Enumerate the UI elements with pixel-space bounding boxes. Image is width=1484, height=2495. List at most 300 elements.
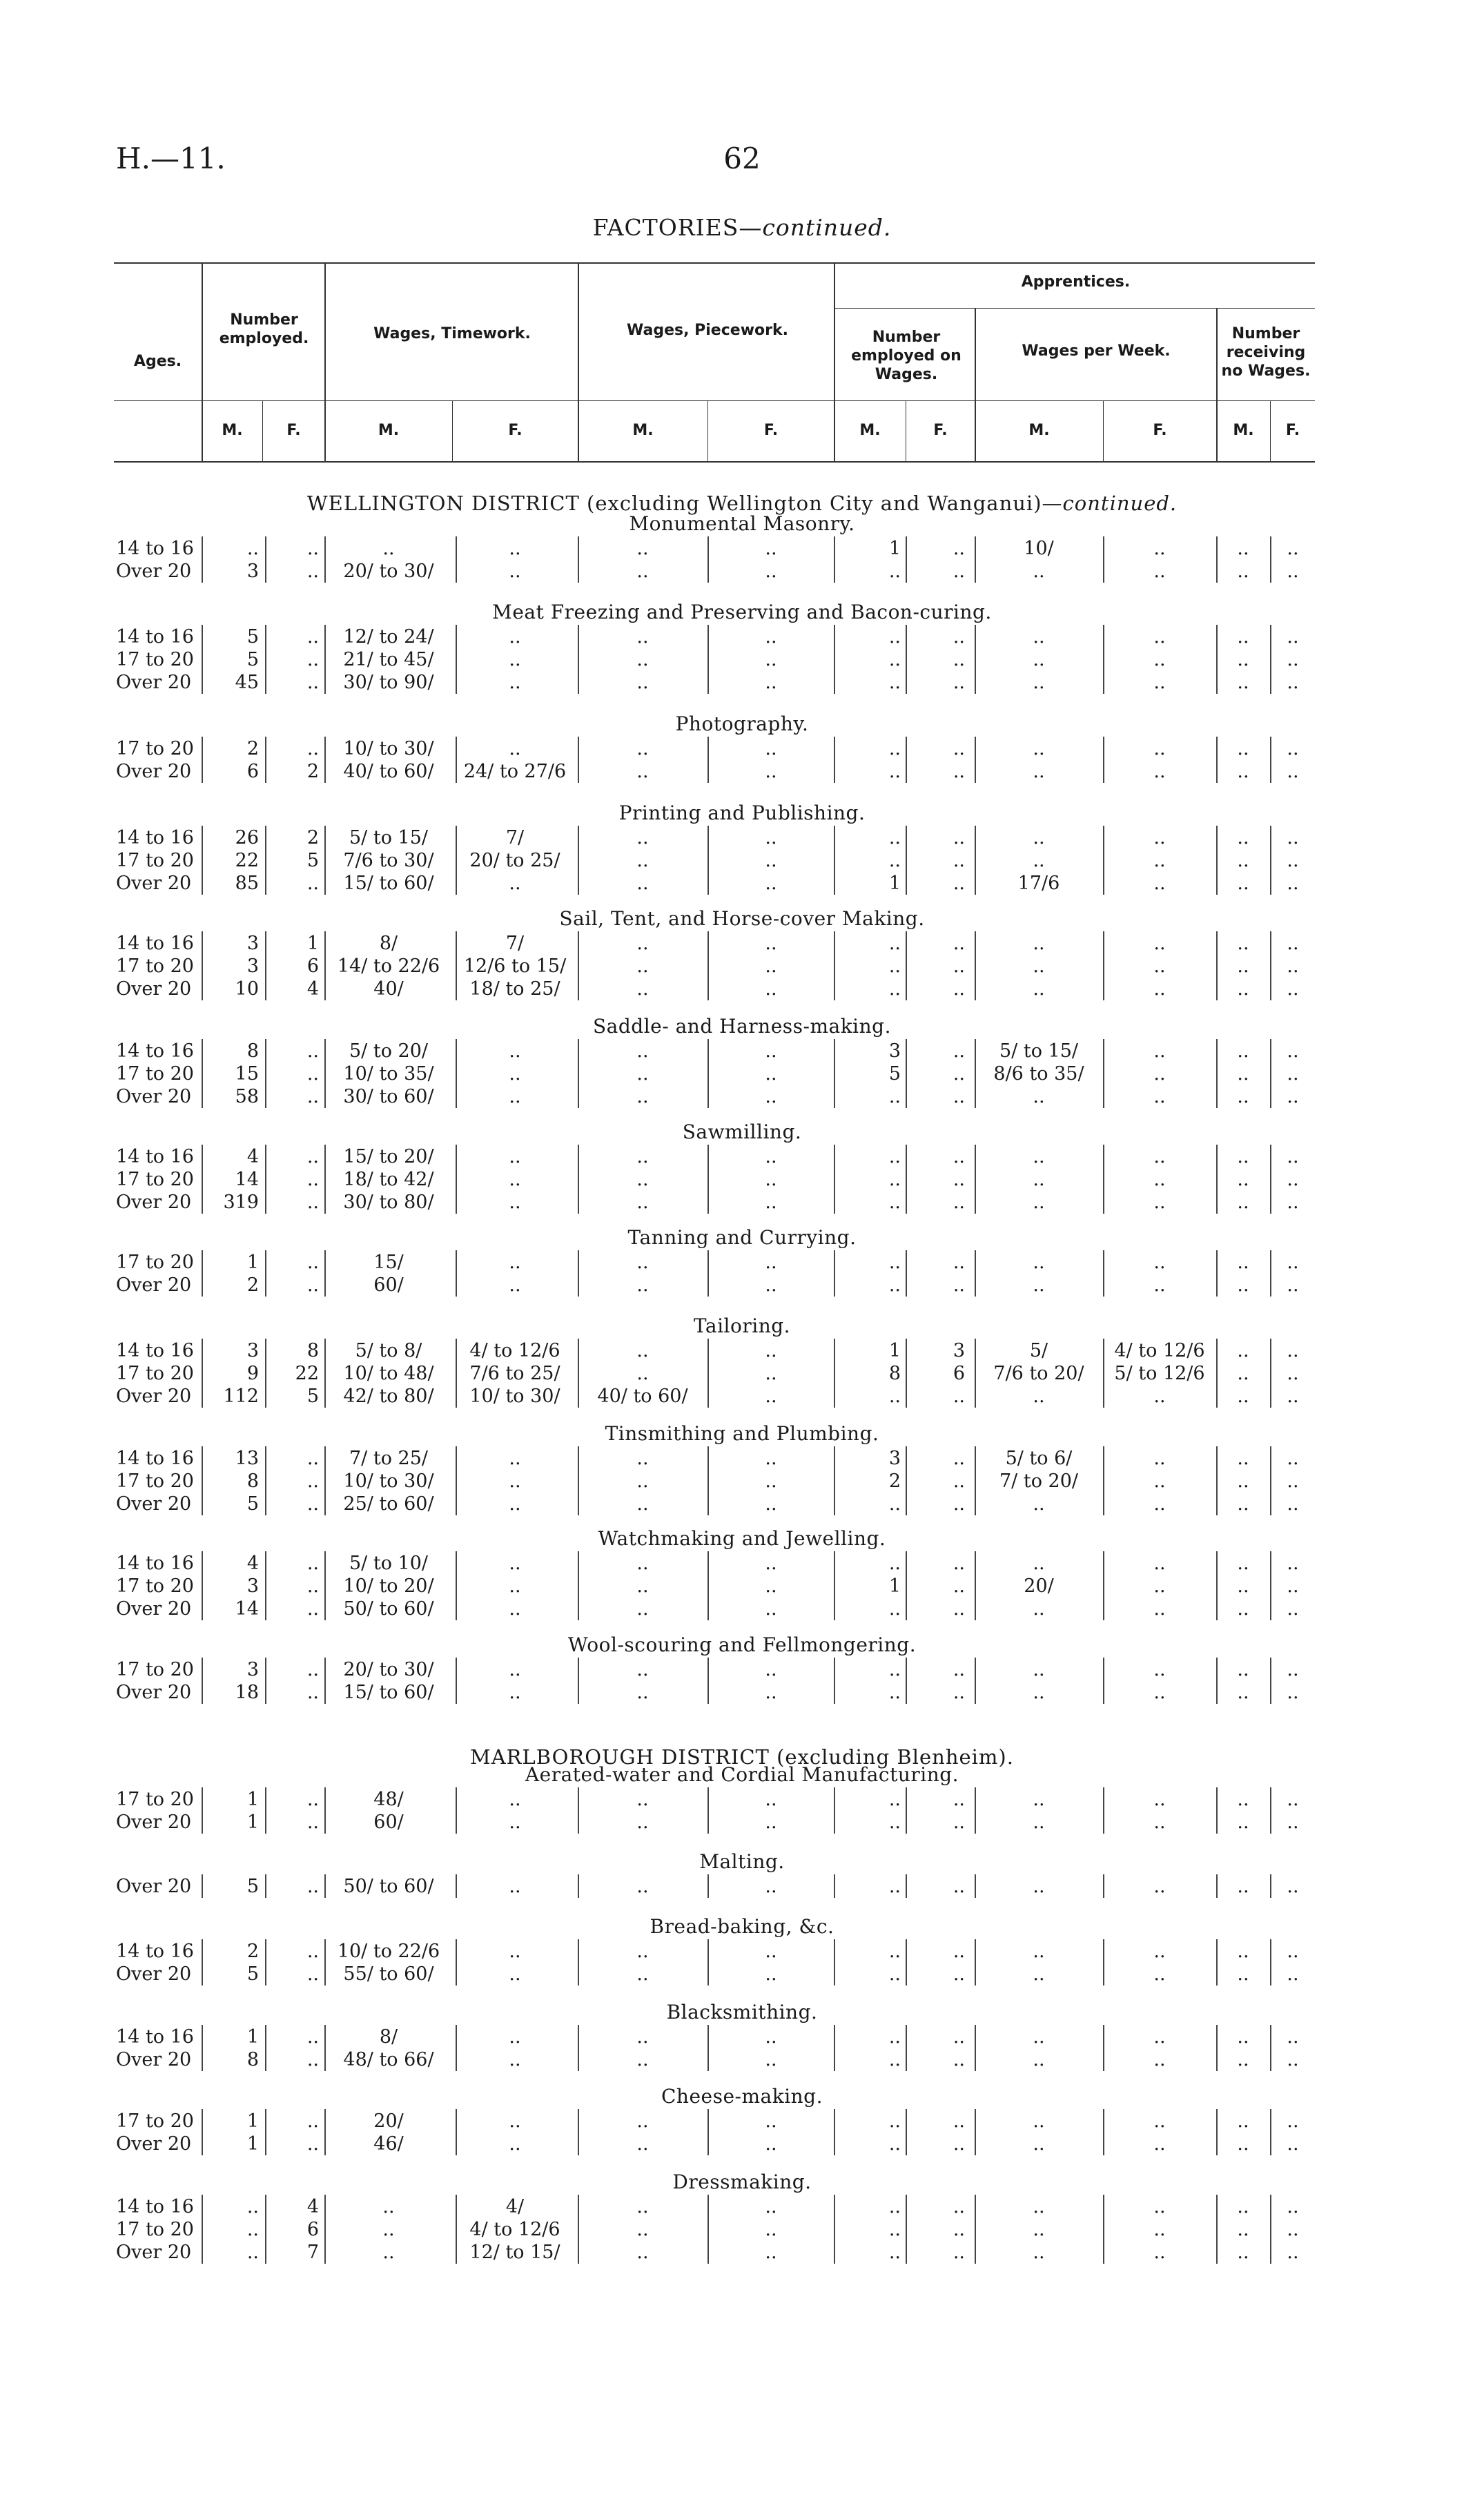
value-cell: ..: [306, 649, 319, 670]
value-cell: ..: [953, 1659, 965, 1680]
column-separator: [578, 2048, 579, 2071]
age-cell: 17 to 20: [116, 1575, 194, 1597]
value-cell: 8: [246, 1470, 259, 1492]
value-cell: ..: [1237, 1659, 1249, 1680]
header-f: F.: [508, 422, 523, 439]
value-cell: ..: [1287, 2049, 1299, 2070]
value-cell: 5: [246, 626, 259, 648]
value-cell: ..: [765, 2196, 777, 2217]
age-cell: 17 to 20: [116, 1470, 194, 1492]
value-cell: ..: [1153, 1659, 1166, 1680]
value-cell: ..: [953, 1598, 965, 1620]
value-cell: ..: [306, 1448, 319, 1469]
value-cell: 1: [888, 538, 901, 559]
value-cell: ..: [1153, 1274, 1166, 1296]
table-row: [0, 1811, 1484, 1834]
value-cell: 14: [235, 1169, 259, 1190]
value-cell: ..: [1153, 1169, 1166, 1190]
column-separator: [975, 1167, 976, 1191]
value-cell: ..: [636, 1598, 649, 1620]
value-cell: ..: [636, 2242, 649, 2263]
value-cell: ..: [953, 1274, 965, 1296]
value-cell: ..: [888, 1553, 901, 1574]
value-cell: 4/: [505, 2196, 525, 2217]
column-separator: [578, 1190, 579, 1214]
column-separator: [324, 648, 326, 671]
value-cell: 8: [246, 1040, 259, 1062]
value-cell: ..: [306, 1252, 319, 1273]
column-separator: [975, 759, 976, 783]
value-cell: ..: [636, 978, 649, 1000]
value-cell: 50/ to 60/: [343, 1876, 434, 1897]
value-cell: ..: [1033, 1169, 1045, 1190]
value-cell: ..: [636, 1448, 649, 1469]
age-cell: 17 to 20: [116, 1659, 194, 1680]
value-cell: ..: [1237, 1363, 1249, 1384]
age-cell: 14 to 16: [116, 538, 194, 559]
value-cell: ..: [509, 1252, 521, 1273]
value-cell: ..: [306, 2110, 319, 2132]
value-cell: ..: [888, 672, 901, 693]
table-row: [0, 1062, 1484, 1085]
industry-heading: Aerated-water and Cordial Manufacturing.: [525, 1763, 959, 1786]
value-cell: ..: [509, 1598, 521, 1620]
value-cell: 1: [888, 873, 901, 894]
column-separator: [578, 737, 579, 760]
value-cell: 7/6 to 20/: [993, 1363, 1084, 1384]
value-cell: ..: [1287, 1252, 1299, 1273]
value-cell: 6: [306, 2219, 319, 2240]
value-cell: ..: [1287, 1876, 1299, 1897]
value-cell: 7/: [505, 933, 525, 954]
column-separator: [975, 1039, 976, 1062]
value-cell: ..: [1033, 1386, 1045, 1407]
value-cell: ..: [953, 761, 965, 782]
value-cell: ..: [1237, 1470, 1249, 1492]
value-cell: ..: [888, 561, 901, 582]
value-cell: 4/ to 12/6: [469, 2219, 560, 2240]
table-row: [0, 2110, 1484, 2133]
table-row: [0, 1339, 1484, 1362]
value-cell: 40/ to 60/: [597, 1386, 688, 1407]
table-row: [0, 1085, 1484, 1108]
column-separator: [324, 1551, 326, 1575]
value-cell: ..: [1153, 1876, 1166, 1897]
value-cell: ..: [1153, 1553, 1166, 1574]
industry-heading: Dressmaking.: [672, 2171, 812, 2193]
value-cell: ..: [765, 827, 777, 848]
table-row: [0, 625, 1484, 648]
value-cell: ..: [1237, 2242, 1249, 2263]
value-cell: ..: [1237, 1575, 1249, 1597]
value-cell: ..: [1153, 1146, 1166, 1167]
value-cell: ..: [1237, 1274, 1249, 1296]
value-cell: ..: [765, 1086, 777, 1107]
table-row: [0, 1470, 1484, 1493]
column-separator: [578, 2217, 579, 2241]
column-separator: [578, 1810, 579, 1834]
column-separator: [324, 1680, 326, 1704]
value-cell: ..: [765, 2110, 777, 2132]
value-cell: ..: [382, 2242, 395, 2263]
value-cell: ..: [953, 1386, 965, 1407]
column-separator: [324, 1339, 326, 1362]
value-cell: 5/ to 10/: [349, 1553, 428, 1574]
value-cell: ..: [509, 672, 521, 693]
value-cell: ..: [953, 1493, 965, 1515]
column-separator: [324, 759, 326, 783]
value-cell: ..: [1153, 1682, 1166, 1703]
value-cell: ..: [636, 933, 649, 954]
value-cell: ..: [1033, 1941, 1045, 1962]
value-cell: 24/ to 27/6: [463, 761, 567, 782]
value-cell: ..: [1287, 955, 1299, 977]
value-cell: ..: [765, 738, 777, 759]
header-appr-wages-per-week: Wages per Week.: [1022, 342, 1171, 360]
value-cell: ..: [636, 1659, 649, 1680]
value-cell: ..: [953, 2219, 965, 2240]
value-cell: ..: [509, 649, 521, 670]
value-cell: 60/: [373, 1812, 404, 1833]
value-cell: 1: [306, 933, 319, 954]
header-apprentices: Apprentices.: [1021, 273, 1131, 291]
value-cell: ..: [953, 738, 965, 759]
value-cell: ..: [888, 1682, 901, 1703]
value-cell: ..: [306, 873, 319, 894]
value-cell: ..: [953, 873, 965, 894]
value-cell: ..: [765, 1598, 777, 1620]
value-cell: ..: [1033, 1146, 1045, 1167]
header-wages-piecework: Wages, Piecework.: [627, 322, 788, 339]
value-cell: ..: [765, 2242, 777, 2263]
district-continued: continued.: [1062, 492, 1178, 515]
value-cell: ..: [953, 2196, 965, 2217]
value-cell: ..: [1033, 933, 1045, 954]
column-separator: [975, 1492, 976, 1515]
value-cell: 1: [246, 1789, 259, 1810]
value-cell: ..: [888, 850, 901, 871]
age-cell: Over 20: [116, 1086, 192, 1107]
value-cell: 8: [246, 2049, 259, 2070]
value-cell: ..: [765, 561, 777, 582]
value-cell: 15/ to 60/: [343, 873, 434, 894]
value-cell: 5: [306, 850, 319, 871]
value-cell: 10/ to 22/6: [337, 1941, 440, 1962]
value-cell: 5/: [1029, 1340, 1048, 1361]
value-cell: ..: [765, 1470, 777, 1492]
value-cell: 30/ to 90/: [343, 672, 434, 693]
column-separator: [975, 1273, 976, 1297]
value-cell: ..: [509, 1063, 521, 1085]
age-cell: 17 to 20: [116, 649, 194, 670]
value-cell: ..: [888, 2026, 901, 2048]
age-cell: 14 to 16: [116, 1040, 194, 1062]
column-separator: [975, 2195, 976, 2218]
value-cell: 13: [235, 1448, 259, 1469]
value-cell: ..: [1287, 1963, 1299, 1985]
value-cell: 40/: [373, 978, 404, 1000]
value-cell: ..: [636, 1340, 649, 1361]
value-cell: 2: [246, 1274, 259, 1296]
industry-heading: Photography.: [675, 712, 809, 735]
value-cell: ..: [1237, 561, 1249, 582]
value-cell: 45: [235, 672, 259, 693]
value-cell: ..: [1153, 561, 1166, 582]
value-cell: ..: [1033, 561, 1045, 582]
value-cell: ..: [1033, 672, 1045, 693]
header-m: M.: [859, 422, 881, 439]
value-cell: ..: [636, 2196, 649, 2217]
value-cell: ..: [1033, 1252, 1045, 1273]
value-cell: ..: [636, 1146, 649, 1167]
table-row: [0, 1940, 1484, 1963]
age-cell: Over 20: [116, 1876, 192, 1897]
value-cell: ..: [1287, 1470, 1299, 1492]
value-cell: ..: [509, 1575, 521, 1597]
value-cell: ..: [1287, 738, 1299, 759]
value-cell: 5: [246, 1493, 259, 1515]
value-cell: ..: [1287, 1169, 1299, 1190]
column-separator: [324, 931, 326, 955]
value-cell: 5/ to 12/6: [1114, 1363, 1205, 1384]
value-cell: 15/ to 20/: [343, 1146, 434, 1167]
table-row: [0, 1575, 1484, 1598]
value-cell: 5/ to 20/: [349, 1040, 428, 1062]
value-cell: 20/: [1024, 1575, 1054, 1597]
column-separator: [975, 2048, 976, 2071]
value-cell: ..: [1237, 2049, 1249, 2070]
value-cell: ..: [636, 1252, 649, 1273]
value-cell: ..: [1287, 626, 1299, 648]
value-cell: ..: [1033, 850, 1045, 871]
value-cell: ..: [1033, 2110, 1045, 2132]
value-cell: ..: [636, 2049, 649, 2070]
value-cell: 25/ to 60/: [343, 1493, 434, 1515]
column-separator: [324, 2025, 326, 2048]
value-cell: ..: [888, 827, 901, 848]
value-cell: ..: [1287, 2133, 1299, 2155]
value-cell: ..: [953, 1553, 965, 1574]
column-separator: [578, 536, 579, 560]
value-cell: ..: [1153, 1941, 1166, 1962]
column-separator: [578, 1384, 579, 1408]
value-cell: ..: [1237, 1386, 1249, 1407]
column-separator: [578, 2109, 579, 2133]
value-cell: ..: [1287, 1553, 1299, 1574]
value-cell: 2: [306, 761, 319, 782]
value-cell: ..: [509, 1812, 521, 1833]
value-cell: ..: [636, 955, 649, 977]
value-cell: ..: [953, 1963, 965, 1985]
value-cell: ..: [306, 1553, 319, 1574]
value-cell: ..: [636, 626, 649, 648]
column-separator: [975, 670, 976, 694]
value-cell: ..: [888, 2133, 901, 2155]
header-f: F.: [1153, 422, 1167, 439]
column-separator: [975, 1962, 976, 1986]
value-cell: ..: [765, 649, 777, 670]
header-m: M.: [1233, 422, 1254, 439]
value-cell: 15/: [373, 1252, 404, 1273]
column-separator: [578, 1145, 579, 1168]
value-cell: ..: [636, 1470, 649, 1492]
value-cell: ..: [509, 1682, 521, 1703]
column-separator: [324, 1492, 326, 1515]
value-cell: ..: [765, 761, 777, 782]
value-cell: ..: [1287, 538, 1299, 559]
column-separator: [975, 1658, 976, 1681]
value-cell: ..: [953, 649, 965, 670]
value-cell: ..: [306, 1063, 319, 1085]
column-separator: [324, 1062, 326, 1085]
value-cell: ..: [1287, 1274, 1299, 1296]
value-cell: ..: [953, 1682, 965, 1703]
value-cell: ..: [765, 1575, 777, 1597]
value-cell: ..: [1287, 1146, 1299, 1167]
value-cell: ..: [1033, 626, 1045, 648]
value-cell: 7/: [505, 827, 525, 848]
value-cell: ..: [636, 1274, 649, 1296]
column-separator: [324, 1145, 326, 1168]
value-cell: 48/: [373, 1789, 404, 1810]
column-separator: [975, 2109, 976, 2133]
value-cell: ..: [306, 1575, 319, 1597]
value-cell: ..: [888, 978, 901, 1000]
column-separator: [578, 1574, 579, 1598]
value-cell: ..: [1237, 1063, 1249, 1085]
value-cell: 5/ to 8/: [355, 1340, 422, 1361]
value-cell: 7/6 to 25/: [469, 1363, 560, 1384]
column-separator: [578, 1273, 579, 1297]
age-cell: 14 to 16: [116, 1941, 194, 1962]
column-separator: [578, 1680, 579, 1704]
value-cell: ..: [1153, 626, 1166, 648]
value-cell: ..: [1287, 649, 1299, 670]
column-separator: [578, 977, 579, 1000]
value-cell: ..: [509, 626, 521, 648]
value-cell: 14/ to 22/6: [337, 955, 440, 977]
value-cell: ..: [636, 2110, 649, 2132]
value-cell: ..: [636, 1063, 649, 1085]
value-cell: ..: [1237, 1812, 1249, 1833]
value-cell: 4: [246, 1553, 259, 1574]
value-cell: 3: [246, 955, 259, 977]
value-cell: ..: [1153, 1192, 1166, 1213]
value-cell: ..: [765, 1789, 777, 1810]
value-cell: ..: [306, 1470, 319, 1492]
value-cell: ..: [765, 538, 777, 559]
column-separator: [975, 1939, 976, 1963]
column-separator: [975, 648, 976, 671]
value-cell: 60/: [373, 1274, 404, 1296]
column-separator: [975, 1874, 976, 1898]
column-separator: [578, 1361, 579, 1385]
industry-heading: Wool-scouring and Fellmongering.: [567, 1633, 917, 1656]
value-cell: ..: [765, 626, 777, 648]
value-cell: ..: [306, 1812, 319, 1833]
value-cell: ..: [953, 2110, 965, 2132]
column-separator: [324, 1190, 326, 1214]
table-row: [0, 537, 1484, 560]
table-row: [0, 1168, 1484, 1191]
value-cell: ..: [765, 1363, 777, 1384]
value-cell: ..: [888, 2110, 901, 2132]
table-row: [0, 2195, 1484, 2218]
value-cell: ..: [636, 827, 649, 848]
value-cell: 5/ to 15/: [999, 1040, 1078, 1062]
value-cell: ..: [1033, 827, 1045, 848]
value-cell: 1: [246, 2026, 259, 2048]
table-row: [0, 1963, 1484, 1986]
age-cell: Over 20: [116, 761, 192, 782]
table-row: [0, 978, 1484, 1000]
age-cell: 17 to 20: [116, 738, 194, 759]
age-cell: 17 to 20: [116, 955, 194, 977]
value-cell: 4/ to 12/6: [1114, 1340, 1205, 1361]
value-cell: ..: [1033, 955, 1045, 977]
industry-heading: Meat Freezing and Preserving and Bacon-curing.: [492, 601, 992, 623]
column-separator: [578, 1597, 579, 1620]
value-cell: 2: [888, 1470, 901, 1492]
table-row: [0, 1493, 1484, 1515]
value-cell: ..: [888, 2196, 901, 2217]
value-cell: ..: [765, 1812, 777, 1833]
column-separator: [578, 1039, 579, 1062]
table-row: [0, 1681, 1484, 1704]
column-separator: [324, 1273, 326, 1297]
value-cell: ..: [636, 1963, 649, 1985]
industry-heading: Monumental Masonry.: [629, 512, 855, 535]
column-separator: [324, 1810, 326, 1834]
value-cell: ..: [953, 1169, 965, 1190]
value-cell: ..: [1237, 672, 1249, 693]
table-row: [0, 2026, 1484, 2048]
value-cell: ..: [765, 1448, 777, 1469]
value-cell: ..: [765, 1553, 777, 1574]
value-cell: 10/ to 30/: [343, 1470, 434, 1492]
value-cell: ..: [1287, 1812, 1299, 1833]
column-separator: [975, 1145, 976, 1168]
table-row: [0, 955, 1484, 978]
value-cell: ..: [636, 538, 649, 559]
value-cell: ..: [953, 2133, 965, 2155]
column-separator: [975, 1339, 976, 1362]
header-wages-timework: Wages, Timework.: [373, 325, 531, 342]
value-cell: ..: [1287, 1063, 1299, 1085]
value-cell: ..: [1287, 761, 1299, 782]
header-f: F.: [1285, 422, 1300, 439]
value-cell: 1: [246, 2110, 259, 2132]
value-cell: 46/: [373, 2133, 404, 2155]
value-cell: ..: [1153, 2110, 1166, 2132]
header-m: M.: [1028, 422, 1050, 439]
value-cell: ..: [1237, 1682, 1249, 1703]
value-cell: ..: [1237, 1876, 1249, 1897]
value-cell: ..: [382, 2196, 395, 2217]
value-cell: ..: [1153, 672, 1166, 693]
value-cell: 8: [888, 1363, 901, 1384]
value-cell: ..: [1033, 1682, 1045, 1703]
value-cell: ..: [306, 1493, 319, 1515]
value-cell: 7: [306, 2242, 319, 2263]
value-cell: ..: [636, 2026, 649, 2048]
value-cell: ..: [306, 1192, 319, 1213]
value-cell: ..: [953, 1192, 965, 1213]
value-cell: ..: [1287, 2196, 1299, 2217]
value-cell: ..: [953, 1812, 965, 1833]
value-cell: 5: [888, 1063, 901, 1085]
value-cell: ..: [888, 955, 901, 977]
